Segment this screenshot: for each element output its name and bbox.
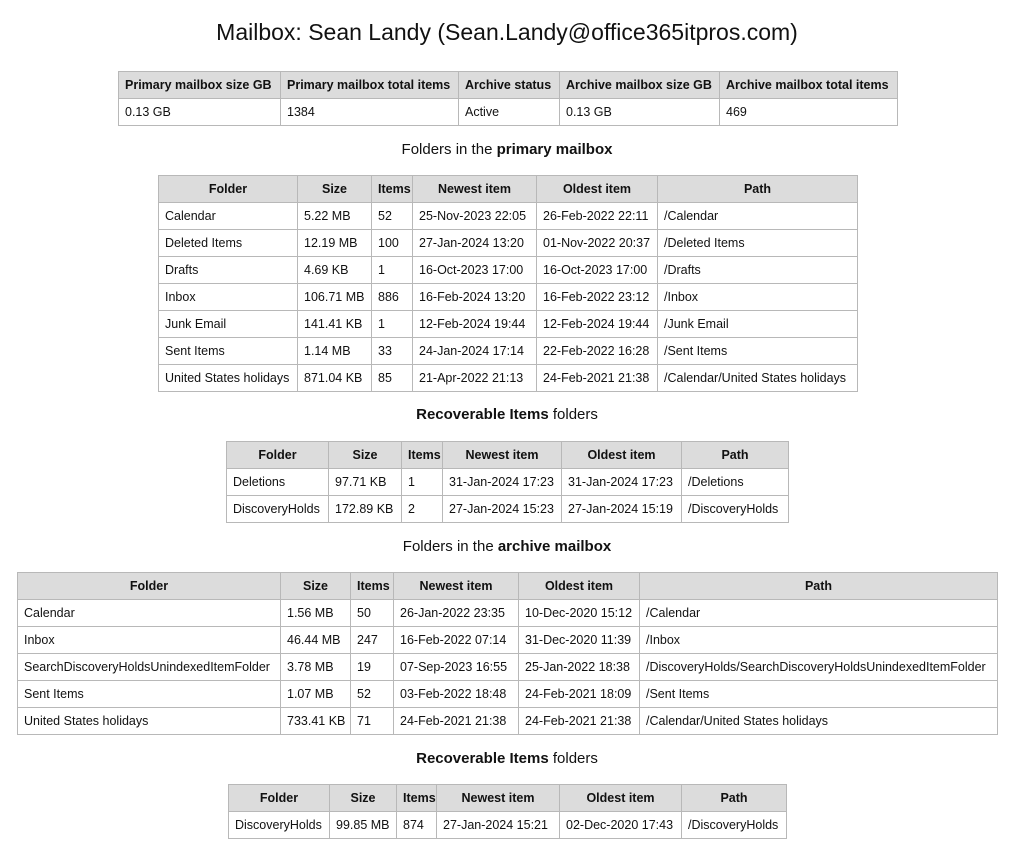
table-cell: DiscoveryHolds [227, 496, 329, 523]
table-cell: /Deleted Items [658, 230, 858, 257]
table-cell: 100 [372, 230, 413, 257]
table-cell: 0.13 GB [119, 99, 281, 126]
table-cell: /Calendar/United States holidays [640, 708, 998, 735]
primary-recoverable-table [226, 441, 789, 523]
table-cell: 25-Jan-2022 18:38 [519, 654, 640, 681]
table-cell: /Deletions [682, 469, 789, 496]
table-row [18, 654, 998, 681]
table-cell: 1 [372, 257, 413, 284]
table-cell: /Inbox [640, 627, 998, 654]
table-cell: /DiscoveryHolds [682, 812, 787, 839]
table-cell: Inbox [18, 627, 281, 654]
column-header: Oldest item [537, 176, 658, 203]
table-cell: SearchDiscoveryHoldsUnindexedItemFolder [18, 654, 281, 681]
table-cell: 469 [720, 99, 898, 126]
table-cell: 871.04 KB [298, 365, 372, 392]
column-header: Items [372, 176, 413, 203]
table-cell: 12-Feb-2024 19:44 [413, 311, 537, 338]
table-cell: Deletions [227, 469, 329, 496]
page-title: Mailbox: Sean Landy (Sean.Landy@office365itpros.com) [216, 19, 798, 45]
column-header: Newest item [437, 785, 560, 812]
column-header: Path [658, 176, 858, 203]
table-cell: 03-Feb-2022 18:48 [394, 681, 519, 708]
table-cell: /Inbox [658, 284, 858, 311]
table-row [18, 708, 998, 735]
table-cell: /Junk Email [658, 311, 858, 338]
caption-bold-text: archive mailbox [497, 538, 612, 555]
table-cell: 22-Feb-2022 16:28 [537, 338, 658, 365]
table-cell: 141.41 KB [298, 311, 372, 338]
column-header: Primary mailbox total items [281, 72, 459, 99]
table-cell: /DiscoveryHolds/SearchDiscoveryHoldsUnindexedItemFolder [640, 654, 998, 681]
table-cell: 52 [351, 681, 394, 708]
table-cell: 1384 [281, 99, 459, 126]
table-row [119, 99, 898, 126]
column-header: Oldest item [519, 573, 640, 600]
column-header: Archive status [459, 72, 560, 99]
table-cell: 97.71 KB [329, 469, 402, 496]
table-cell: 99.85 MB [330, 812, 397, 839]
table-cell: Deleted Items [159, 230, 298, 257]
table-cell: /Calendar [640, 600, 998, 627]
table-cell: /Sent Items [658, 338, 858, 365]
table-cell: 12-Feb-2024 19:44 [537, 311, 658, 338]
table-cell: 106.71 MB [298, 284, 372, 311]
header-row [18, 573, 998, 600]
table-cell: 16-Oct-2023 17:00 [537, 257, 658, 284]
archive-recoverable-table [228, 784, 787, 839]
table-cell: 27-Jan-2024 15:23 [443, 496, 562, 523]
table-cell: 12.19 MB [298, 230, 372, 257]
table-cell: 24-Feb-2021 21:38 [519, 708, 640, 735]
table-row [227, 469, 789, 496]
table-cell: Junk Email [159, 311, 298, 338]
caption-text: Folders in the [401, 141, 497, 158]
table-cell: 0.13 GB [560, 99, 720, 126]
table-cell: 31-Dec-2020 11:39 [519, 627, 640, 654]
table-cell: 85 [372, 365, 413, 392]
table-cell: 733.41 KB [281, 708, 351, 735]
table-cell: 25-Nov-2023 22:05 [413, 203, 537, 230]
table-cell: /DiscoveryHolds [682, 496, 789, 523]
table-cell: 16-Feb-2024 13:20 [413, 284, 537, 311]
table-cell: 10-Dec-2020 15:12 [519, 600, 640, 627]
table-cell: /Calendar [658, 203, 858, 230]
caption-bold-text: primary mailbox [496, 141, 613, 158]
table-cell: 02-Dec-2020 17:43 [560, 812, 682, 839]
table-cell: 16-Oct-2023 17:00 [413, 257, 537, 284]
table-row [229, 812, 787, 839]
table-cell: 52 [372, 203, 413, 230]
table-cell: 16-Feb-2022 23:12 [537, 284, 658, 311]
column-header: Size [330, 785, 397, 812]
table-cell: 172.89 KB [329, 496, 402, 523]
archive-recoverable-caption [0, 749, 1014, 769]
table-cell: 27-Jan-2024 15:19 [562, 496, 682, 523]
summary-table [118, 71, 898, 126]
table-cell: DiscoveryHolds [229, 812, 330, 839]
table-row [159, 257, 858, 284]
column-header: Folder [159, 176, 298, 203]
table-row [159, 311, 858, 338]
column-header: Folder [227, 442, 329, 469]
column-header: Newest item [413, 176, 537, 203]
table-row [159, 230, 858, 257]
table-cell: 71 [351, 708, 394, 735]
table-cell: Sent Items [18, 681, 281, 708]
caption-text: folders [548, 750, 598, 767]
table-cell: 16-Feb-2022 07:14 [394, 627, 519, 654]
column-header: Primary mailbox size GB [119, 72, 281, 99]
column-header: Path [640, 573, 998, 600]
header-row [227, 442, 789, 469]
column-header: Oldest item [562, 442, 682, 469]
table-cell: 26-Feb-2022 22:11 [537, 203, 658, 230]
column-header: Items [397, 785, 437, 812]
table-cell: Calendar [18, 600, 281, 627]
table-cell: 1.14 MB [298, 338, 372, 365]
table-cell: 3.78 MB [281, 654, 351, 681]
header-row [119, 72, 898, 99]
table-cell: 50 [351, 600, 394, 627]
header-row [229, 785, 787, 812]
header-row [159, 176, 858, 203]
caption-text: Folders in the [402, 538, 498, 555]
column-header: Folder [229, 785, 330, 812]
column-header: Path [682, 442, 789, 469]
caption-bold-text: Recoverable Items [416, 750, 549, 767]
table-row [159, 284, 858, 311]
column-header: Items [351, 573, 394, 600]
table-cell: Active [459, 99, 560, 126]
table-cell: 24-Feb-2021 21:38 [394, 708, 519, 735]
column-header: Archive mailbox total items [720, 72, 898, 99]
table-cell: 26-Jan-2022 23:35 [394, 600, 519, 627]
table-cell: /Sent Items [640, 681, 998, 708]
table-row [18, 627, 998, 654]
primary-recoverable-caption [0, 405, 1014, 425]
table-cell: 24-Feb-2021 18:09 [519, 681, 640, 708]
table-cell: 247 [351, 627, 394, 654]
column-header: Newest item [443, 442, 562, 469]
table-cell: 27-Jan-2024 15:21 [437, 812, 560, 839]
table-row [227, 496, 789, 523]
table-cell: 01-Nov-2022 20:37 [537, 230, 658, 257]
table-cell: Calendar [159, 203, 298, 230]
table-cell: 1 [372, 311, 413, 338]
table-row [159, 365, 858, 392]
table-cell: 1.56 MB [281, 600, 351, 627]
column-header: Archive mailbox size GB [560, 72, 720, 99]
column-header: Folder [18, 573, 281, 600]
primary-mailbox-caption [0, 140, 1014, 160]
table-cell: 19 [351, 654, 394, 681]
table-cell: Sent Items [159, 338, 298, 365]
table-cell: /Calendar/United States holidays [658, 365, 858, 392]
table-row [159, 203, 858, 230]
caption-bold-text: Recoverable Items [416, 406, 549, 423]
table-cell: United States holidays [18, 708, 281, 735]
table-cell: 07-Sep-2023 16:55 [394, 654, 519, 681]
caption-text: folders [548, 406, 598, 423]
table-cell: /Drafts [658, 257, 858, 284]
table-row [18, 681, 998, 708]
table-cell: 33 [372, 338, 413, 365]
table-cell: 874 [397, 812, 437, 839]
table-row [18, 600, 998, 627]
table-row [159, 338, 858, 365]
column-header: Newest item [394, 573, 519, 600]
archive-folders-table [17, 572, 998, 735]
table-cell: Inbox [159, 284, 298, 311]
table-cell: 1.07 MB [281, 681, 351, 708]
column-header: Path [682, 785, 787, 812]
table-cell: Drafts [159, 257, 298, 284]
table-cell: 31-Jan-2024 17:23 [562, 469, 682, 496]
table-cell: 5.22 MB [298, 203, 372, 230]
table-cell: 24-Feb-2021 21:38 [537, 365, 658, 392]
archive-mailbox-caption [0, 537, 1014, 557]
table-cell: 886 [372, 284, 413, 311]
table-cell: 21-Apr-2022 21:13 [413, 365, 537, 392]
table-cell: 31-Jan-2024 17:23 [443, 469, 562, 496]
table-cell: 24-Jan-2024 17:14 [413, 338, 537, 365]
table-cell: 1 [402, 469, 443, 496]
column-header: Size [298, 176, 372, 203]
column-header: Size [281, 573, 351, 600]
table-cell: 46.44 MB [281, 627, 351, 654]
primary-folders-table [158, 175, 858, 392]
table-cell: United States holidays [159, 365, 298, 392]
column-header: Oldest item [560, 785, 682, 812]
table-cell: 2 [402, 496, 443, 523]
table-cell: 27-Jan-2024 13:20 [413, 230, 537, 257]
column-header: Items [402, 442, 443, 469]
column-header: Size [329, 442, 402, 469]
table-cell: 4.69 KB [298, 257, 372, 284]
